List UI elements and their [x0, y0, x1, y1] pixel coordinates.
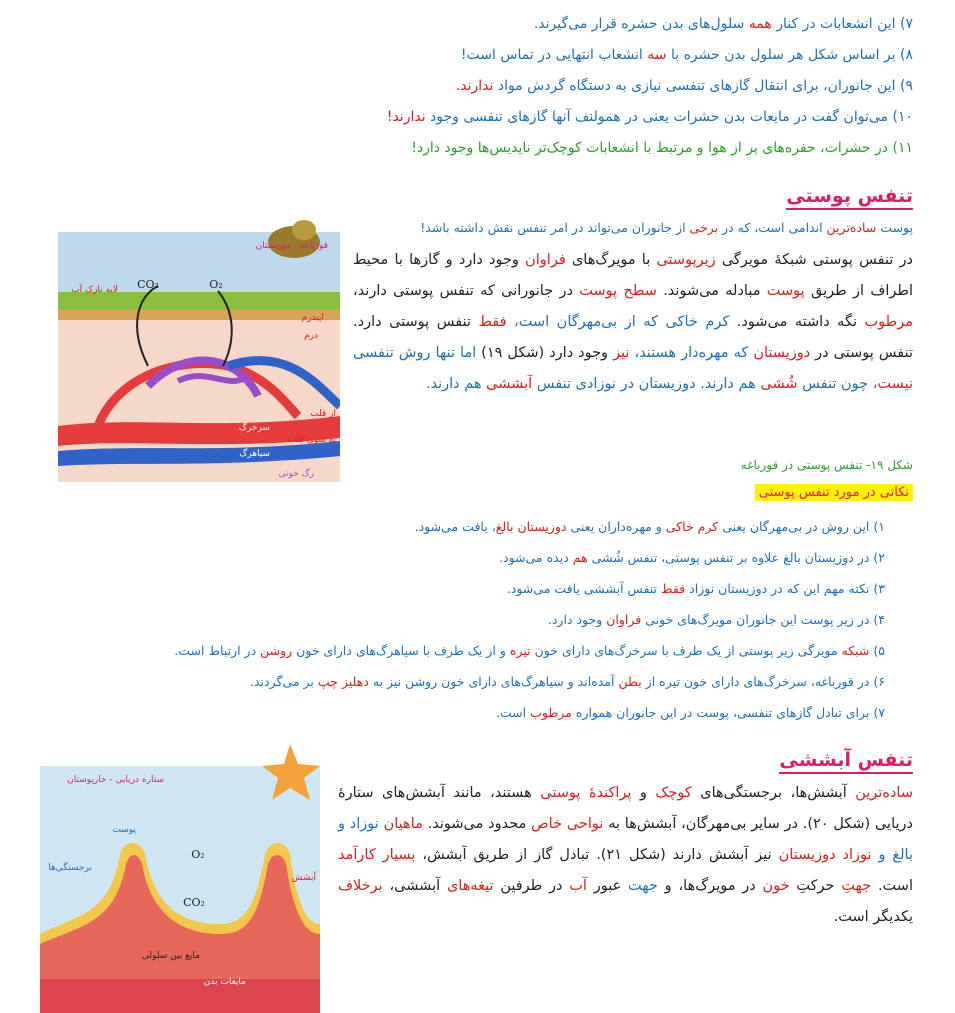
text-segment: این روش در بی‌مهرگان یعنی: [718, 519, 870, 534]
list-item: [174, 643, 885, 658]
text-segment: با مویرگ‌های: [565, 252, 657, 268]
list-item: [499, 550, 885, 565]
text-segment: مرطوب: [530, 705, 572, 720]
text-segment: فقط: [478, 314, 507, 330]
text-segment: در دوزیستان بالغ علاوه بر تنفس پوستی، تنفس شُشی: [587, 550, 870, 565]
text-segment: روشن: [260, 643, 293, 658]
text-segment: هستند، مانند آبشش‌های ستارهٔ دریایی (شکل ۲۰). در سایر بی‌مهرگان، آبشش‌ها به: [338, 785, 913, 832]
text-segment: در زیر پوست این جانوران مویرگ‌های خونی: [641, 612, 870, 627]
dermis-label: درم: [304, 331, 318, 341]
text-segment: کرم خاکی: [665, 519, 719, 534]
frog-skin-figure: [58, 216, 340, 482]
text-segment: دهلیز چپ: [317, 674, 369, 689]
text-segment: نیز: [613, 345, 630, 361]
text-segment: انشعاب انتهایی در تماس است!: [460, 47, 648, 63]
list-item: [411, 140, 913, 156]
text-segment: سطح پوست: [579, 283, 657, 299]
text-segment: بر می‌گردند.: [250, 674, 318, 689]
item-number: ۸): [900, 47, 913, 63]
text-segment: ماهیان: [383, 816, 423, 832]
text-segment: ، یافت می‌شود.: [414, 519, 496, 534]
figure-title: ستاره دریایی - خارپوستان: [67, 775, 164, 785]
list-item: [461, 47, 913, 63]
text-segment: نواحی خاص: [531, 816, 604, 832]
item-number: ۱۱): [892, 140, 913, 156]
text-segment: تیره: [509, 643, 531, 658]
text-segment: فقط: [661, 581, 686, 596]
text-segment: وجود دارد (شکل ۱۹): [476, 345, 614, 361]
item-text: [461, 47, 896, 63]
text-segment: کوچک: [655, 785, 692, 801]
text-segment: آب: [569, 878, 587, 894]
text-segment: پوست: [876, 220, 913, 235]
text-segment: و مهره‌داران یعنی: [566, 519, 666, 534]
text-segment: بطن: [618, 674, 642, 689]
text-segment: سه: [647, 47, 667, 63]
text-segment: محدود می‌شوند.: [422, 816, 532, 832]
item-text: [496, 705, 869, 720]
text-segment: آبشش‌ها، برجستگی‌های: [691, 785, 856, 801]
item-text: [250, 674, 869, 689]
list-item: [534, 16, 913, 32]
text-segment: ندارند!: [386, 109, 426, 125]
text-segment: بسیار کارآمد: [338, 847, 416, 863]
text-segment: در جانورانی که تنفس پوستی دارند،: [353, 283, 580, 299]
o2-label: O₂: [209, 278, 223, 291]
text-segment: پوست: [766, 283, 805, 299]
text-segment: وجود دارد و گازها با محیط اطراف از طریق: [353, 252, 913, 299]
text-segment: همه: [748, 16, 772, 32]
text-segment: هم دارند.: [425, 376, 487, 392]
text-segment: هم دارند. دوزیستان در نوزادی تنفس: [532, 376, 761, 392]
text-segment: است.: [495, 705, 531, 720]
text-segment: حرکتِ: [789, 878, 842, 894]
text-segment: یکدیگر است.: [833, 909, 913, 925]
text-segment: نوزاد دوزیستان: [778, 847, 872, 863]
item-text: [507, 581, 870, 596]
text-segment: نگه داشته می‌شود.: [729, 314, 865, 330]
text-segment: دوزیستان: [753, 345, 811, 361]
list-item: [496, 705, 885, 720]
blood-vessel-label: رگ خونی: [278, 469, 314, 479]
section-heading-skin-respiration: تنفس پوستی: [786, 184, 913, 210]
text-segment: فراوان: [606, 612, 642, 627]
text-segment: از جانوران می‌تواند در امر تنفس نقش داشته باشد!: [420, 220, 690, 235]
artery-label: سرخرگ: [238, 423, 270, 433]
text-segment: است.: [871, 878, 913, 894]
co2-label: CO₂: [183, 896, 205, 909]
text-segment: در ارتباط است.: [174, 643, 261, 658]
item-number: ۳): [873, 581, 885, 596]
item-number: ۷): [900, 16, 913, 32]
to-heart-label: به سوی قلب: [287, 435, 336, 445]
text-segment: در حشرات، حفره‌های پر از هوا و مرتبط با انشعابات کوچک‌تر نایدیس‌ها وجود دارد!: [411, 140, 889, 156]
text-segment: در طرفین: [493, 878, 570, 894]
text-segment: ساده‌ترین: [855, 785, 913, 801]
text-segment: فراوان: [525, 252, 566, 268]
text-segment: دوزیستان بالغ: [495, 519, 567, 534]
water-layer-label: لایه نازک آب: [71, 285, 118, 295]
starfish-gill-diagram: [40, 744, 320, 1013]
item-text: [548, 612, 870, 627]
text-segment: در قورباغه، سرخرگ‌های دارای خون تیره از: [641, 674, 870, 689]
skin-label: پوست: [112, 825, 136, 835]
text-segment: اندامی است، که در: [718, 220, 827, 235]
text-segment: برخی: [689, 220, 719, 235]
item-number: ۴): [873, 612, 885, 627]
item-text: [387, 109, 888, 125]
starfish-gill-figure: [40, 744, 320, 1013]
text-segment: می‌توان گفت در مایعات بدن حشرات یعنی در همولنف آنها گازهای تنفسی وجود: [425, 109, 889, 125]
item-text: [534, 16, 896, 32]
item-number: ۷): [873, 705, 885, 720]
item-number: ۱): [873, 519, 885, 534]
section1-intro: [420, 220, 913, 235]
item-number: ۵): [873, 643, 885, 658]
item-text: [174, 643, 869, 658]
text-segment: پراکندهٔ پوستی: [540, 785, 632, 801]
text-segment: و: [631, 785, 656, 801]
figure-19-caption: شکل ۱۹- تنفس پوستی در قورباغه: [740, 458, 913, 472]
text-segment: در مویرگ‌ها، و: [657, 878, 763, 894]
epidermis-label: اپیدرم: [301, 313, 324, 323]
text-segment: جهت: [628, 878, 658, 894]
text-segment: تنفس پوستی دارد. تنفس پوستی در: [353, 314, 913, 361]
vein-label: سیاهرگ: [239, 449, 270, 459]
text-segment: دیده می‌شود.: [499, 550, 573, 565]
body-fluids-label: مایعات بدن: [203, 977, 246, 987]
text-segment: مرطوب: [864, 314, 913, 330]
figure-title: قورباغه - دوزیستان: [255, 241, 328, 251]
text-segment: بر اساس شکل هر سلول بدن حشره با: [666, 47, 896, 63]
text-segment: هم: [572, 550, 588, 565]
text-segment: تیغه‌های: [446, 878, 494, 894]
section-heading-gill-respiration: تنفس آبششی: [779, 748, 913, 774]
text-segment: آبششی: [486, 376, 533, 392]
text-segment: نکته مهم این که در دوزیستان نوزاد: [685, 581, 870, 596]
list-item: [250, 674, 885, 689]
text-segment: ساده‌ترین: [826, 220, 877, 235]
text-segment: تنفس آبششی یافت می‌شود.: [506, 581, 662, 596]
item-text: [499, 550, 869, 565]
text-segment: و از یک طرف با سیاهرگ‌های دارای خون: [292, 643, 510, 658]
text-segment: آمده‌اند و سیاهرگ‌های دارای خون روشن نیز به: [368, 674, 619, 689]
item-number: ۱۰): [892, 109, 913, 125]
text-segment: مبادله می‌شوند.: [656, 283, 767, 299]
text-segment: جهتِ: [841, 878, 872, 894]
text-segment: مویرگی زیر پوستی از یک طرف با سرخرگ‌های دارای خون: [530, 643, 842, 658]
text-segment: ، چون تنفس: [797, 376, 878, 392]
list-item: [387, 109, 913, 125]
text-segment: عبور: [586, 878, 629, 894]
section1-body: [353, 245, 913, 400]
text-segment: خون: [762, 878, 790, 894]
text-segment: برخلاف: [338, 878, 383, 894]
text-segment: ندارند.: [455, 78, 494, 94]
co2-label: CO₂: [137, 278, 159, 291]
text-segment: برای تبادل گازهای تنفسی، پوست در این جانوران همواره: [571, 705, 870, 720]
text-segment: سلول‌های بدن حشره قرار می‌گیرند.: [533, 16, 749, 32]
text-segment: این انشعابات در کنار: [771, 16, 896, 32]
text-segment: کرم خاکی که از بی‌مهرگان است،: [506, 314, 730, 330]
text-segment: شُشی: [760, 376, 798, 392]
note-title: نکاتی در مورد تنفس پوستی: [755, 484, 913, 501]
interstitial-fluid-label: مایع بین سلولی: [141, 951, 200, 961]
item-text: [415, 519, 870, 534]
text-segment: زیرپوستی: [656, 252, 716, 268]
list-item: [507, 581, 885, 596]
list-item: [415, 519, 885, 534]
item-number: ۶): [873, 674, 885, 689]
o2-label: O₂: [191, 848, 205, 861]
text-segment: وجود دارد.: [547, 612, 607, 627]
list-item: [548, 612, 885, 627]
text-segment: این جانوران، برای انتقال گازهای تنفسی نیازی به دستگاه گردش مواد: [493, 78, 896, 94]
item-number: ۹): [900, 78, 913, 94]
text-segment: نوزاد و بالغ و: [338, 816, 914, 863]
bumps-label: برجستگی‌ها: [48, 863, 92, 873]
list-item: [456, 78, 913, 94]
text-segment: آبششی،: [382, 878, 447, 894]
frog-skin-diagram: [58, 216, 340, 482]
text-segment: که مهره‌دار هستند،: [629, 345, 754, 361]
text-segment: اما تنها روش تنفسی: [353, 345, 477, 361]
text-segment: در تنفس پوستی شبکهٔ مویرگی: [715, 252, 914, 268]
item-text: [456, 78, 896, 94]
text-segment: شبکه: [841, 643, 870, 658]
item-number: ۲): [873, 550, 885, 565]
section2-body: [338, 778, 913, 933]
text-segment: نیز آبشش دارند (شکل ۲۱). تبادل گاز از طریق آبشش،: [415, 847, 779, 863]
gill-label: آبشش: [291, 873, 316, 883]
item-text: [411, 140, 888, 156]
text-segment: نیست: [877, 376, 913, 392]
from-heart-label: از قلب: [310, 409, 336, 419]
